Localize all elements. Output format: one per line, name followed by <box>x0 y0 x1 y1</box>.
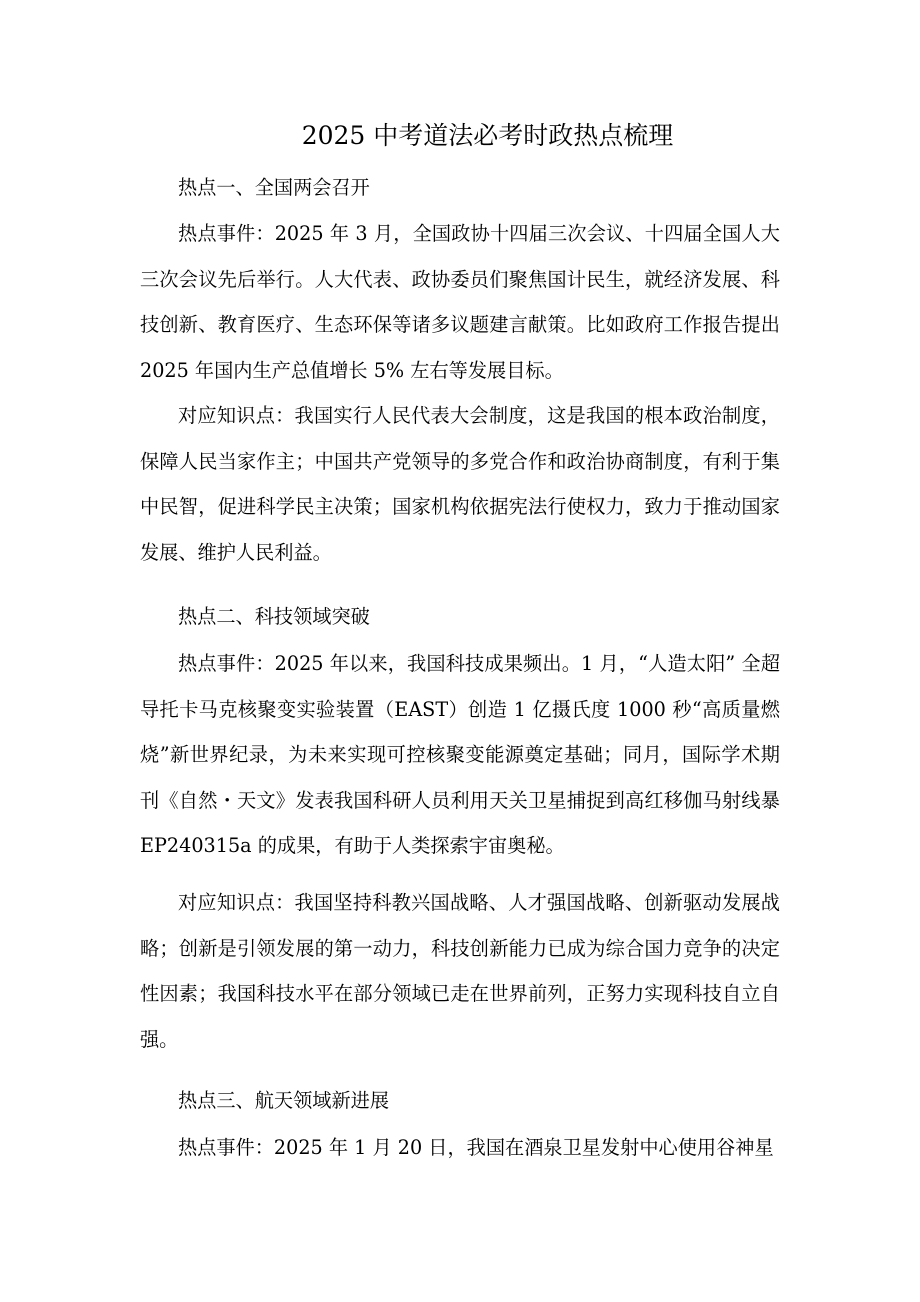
section-1-knowledge: 对应知识点：我国实行人民代表大会制度，这是我国的根本政治制度，保障人民当家作主；中国共产党领导的多党合作和政治协商制度，有利于集中民智，促进科学民主决策；国家机构依据宪法行使权力，致力于推动国家发展、维护人民利益。 <box>140 404 780 564</box>
section-1-event: 热点事件：2025 年 3 月，全国政协十四届三次会议、十四届全国人大三次会议先后举行。人大代表、政协委员们聚焦国计民生，就经济发展、科技创新、教育医疗、生态环保等诸多议题建言献策。比如政府工作报告提出2025 年国内生产总值增长 5% 左右等发展目标。 <box>140 222 780 382</box>
section-2-event: 热点事件：2025 年以来，我国科技成果频出。1 月，“人造太阳” 全超导托卡马克核聚变实验装置（EAST）创造 1 亿摄氏度 1000 秒“高质量燃烧”新世界纪录，为未来实现可控核聚变能源奠定基础；同月，国际学术期刊《自然・天文》发表我国科研人员利用天关卫星捕捉到高红移伽马射线暴EP240315a 的成果，有助于人类探索宇宙奥秘。 <box>140 652 780 857</box>
section-2-heading: 热点二、科技领域突破 <box>178 605 370 628</box>
section-3-event: 热点事件：2025 年 1 月 20 日，我国在酒泉卫星发射中心使用谷神星 <box>178 1136 774 1159</box>
section-3-heading: 热点三、航天领域新进展 <box>178 1089 390 1112</box>
section-2-knowledge: 对应知识点：我国坚持科教兴国战略、人才强国战略、创新驱动发展战略；创新是引领发展的第一动力，科技创新能力已成为综合国力竞争的决定性因素；我国科技水平在部分领域已走在世界前列，正努力实现科技自立自强。 <box>140 891 780 1051</box>
section-1-heading: 热点一、全国两会召开 <box>178 176 370 199</box>
document-title: 2025 中考道法必考时政热点梳理 <box>301 121 674 150</box>
